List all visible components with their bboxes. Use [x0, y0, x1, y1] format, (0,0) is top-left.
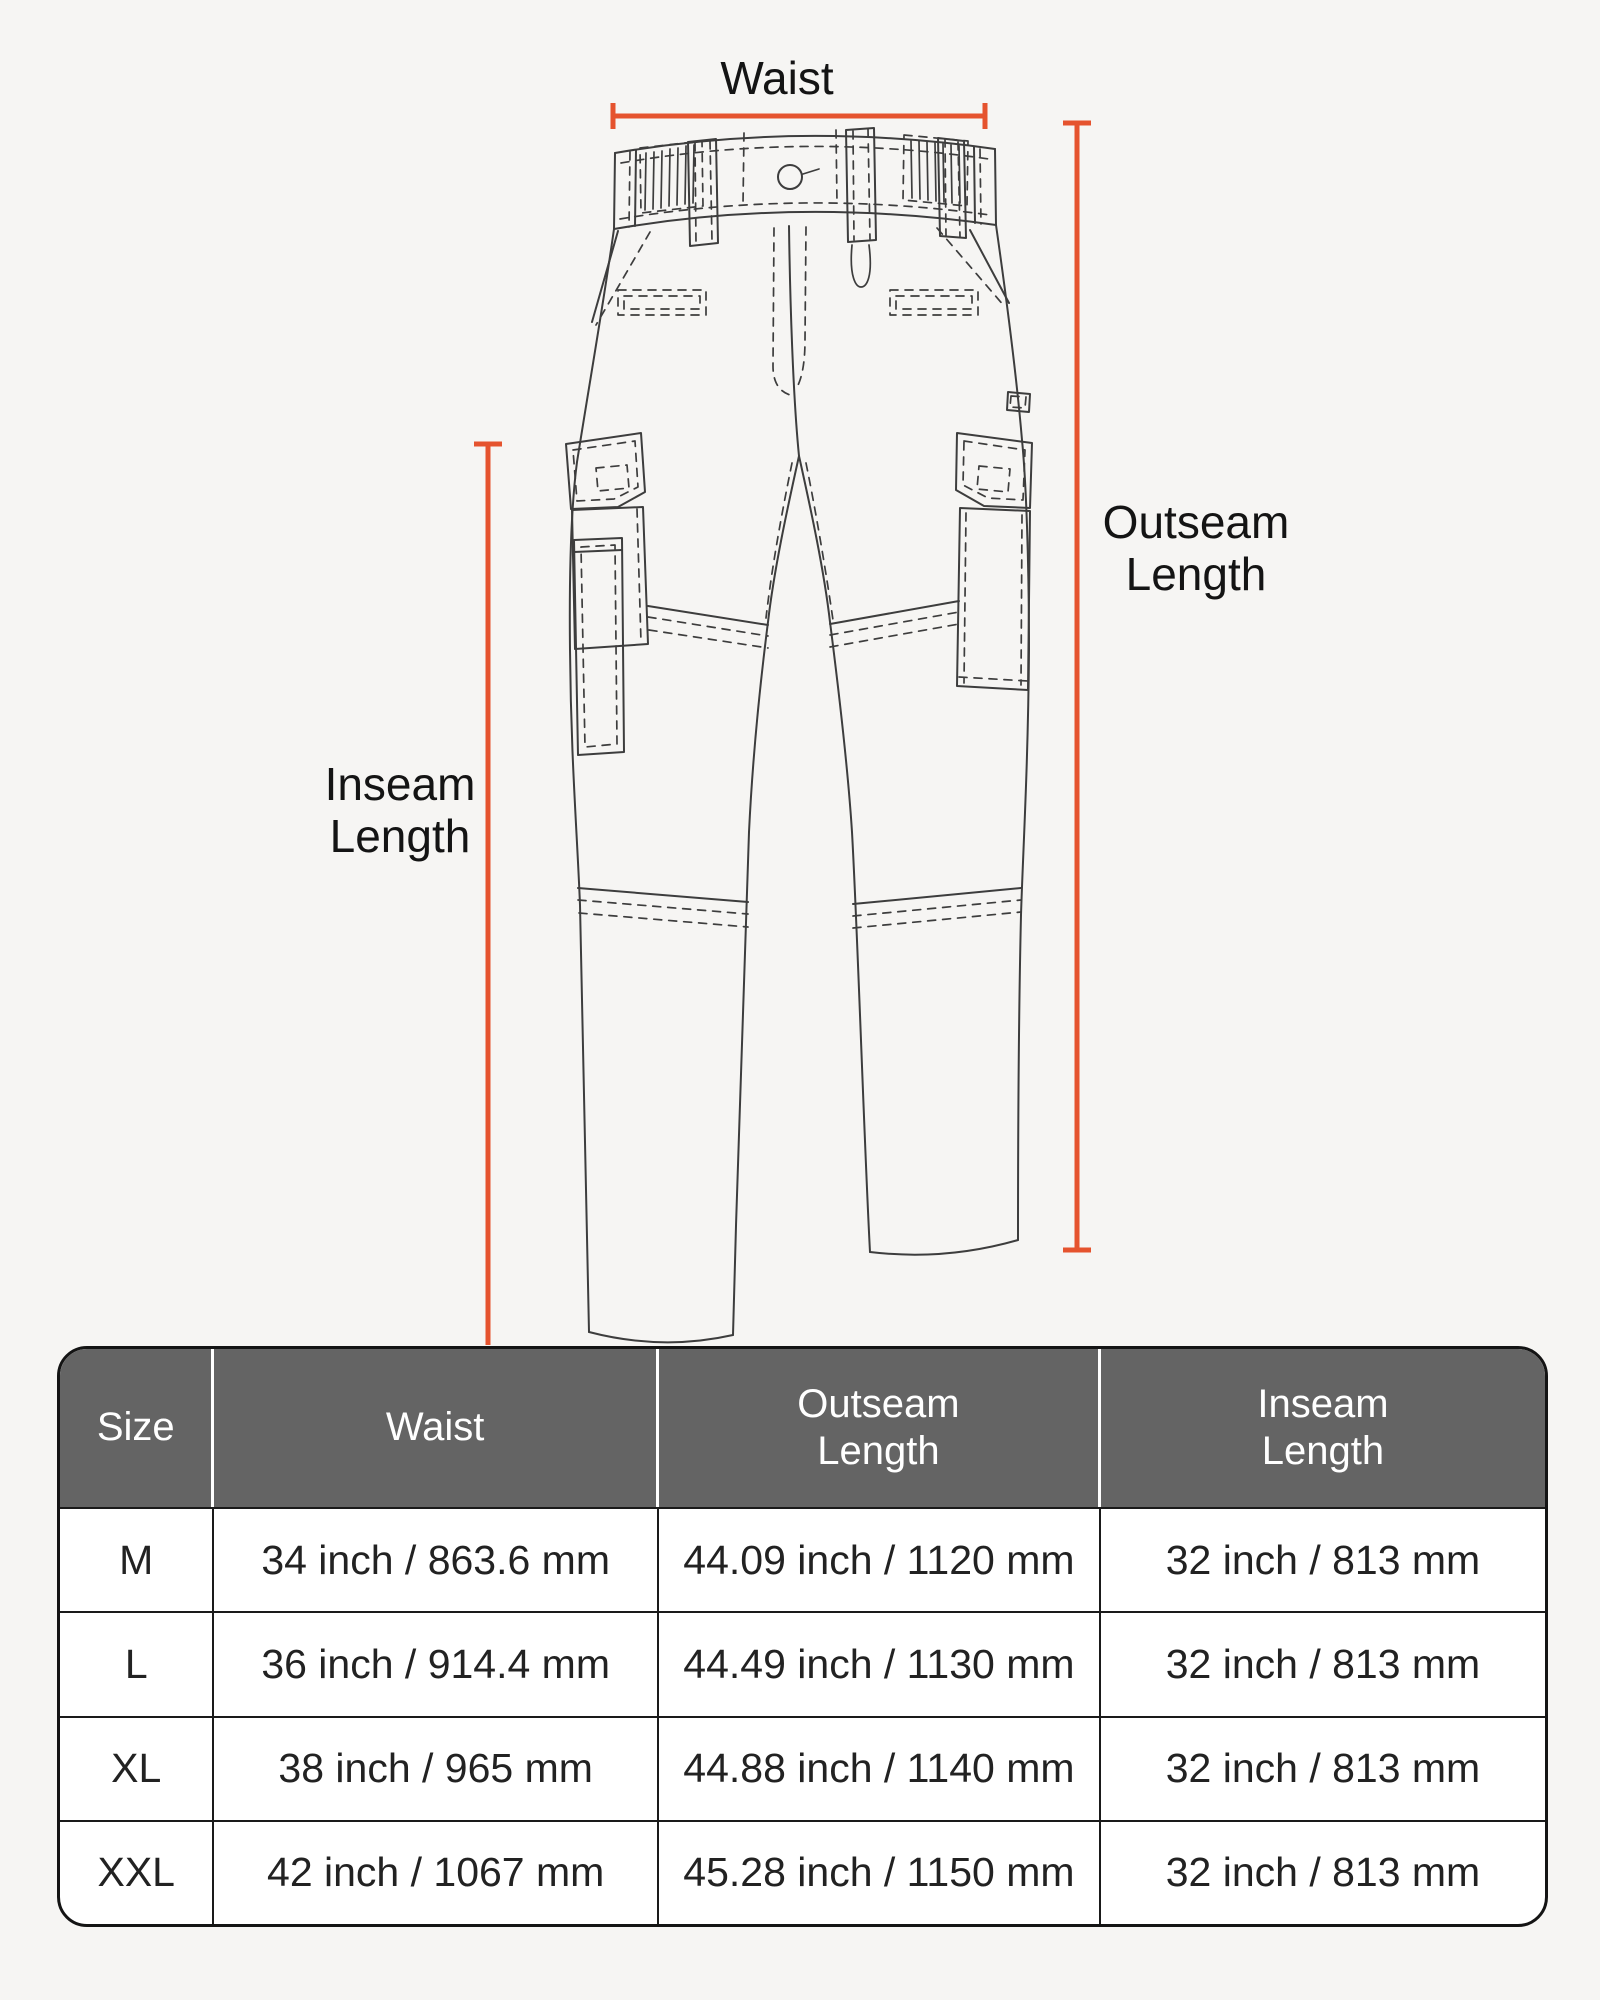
header-outseam-line2: Length — [817, 1429, 940, 1473]
inseam-label-line2: Length — [329, 810, 471, 863]
header-outseam-line1: Outseam — [797, 1381, 960, 1426]
table-row-l — [60, 1611, 1545, 1715]
cell-outseam: 44.88 inch / 1140 mm — [659, 1718, 1101, 1820]
table-row-xl — [60, 1716, 1545, 1820]
outseam-label-line2: Length — [1125, 548, 1267, 601]
cell-inseam: 32 inch / 813 mm — [1165, 1849, 1481, 1896]
outseam-length-label — [1026, 496, 1366, 601]
cell-inseam: 32 inch / 813 mm — [1165, 1745, 1481, 1792]
header-inseam-length — [1101, 1349, 1545, 1507]
header-size-text: Size — [96, 1405, 175, 1450]
waist-label: Waist — [720, 52, 834, 104]
header-waist-text: Waist — [385, 1405, 485, 1450]
size-table-header — [60, 1349, 1545, 1507]
header-inseam-line1: Inseam — [1257, 1381, 1389, 1426]
cell-waist: 38 inch / 965 mm — [214, 1718, 658, 1820]
size-table — [57, 1346, 1548, 1927]
cell-outseam: 45.28 inch / 1150 mm — [659, 1822, 1101, 1924]
header-inseam-line2: Length — [1261, 1429, 1385, 1473]
cell-size: M — [60, 1509, 214, 1611]
cell-outseam: 44.49 inch / 1130 mm — [659, 1613, 1101, 1715]
inseam-label-line1: Inseam — [324, 758, 476, 810]
table-row-xxl — [60, 1820, 1545, 1924]
cell-waist: 42 inch / 1067 mm — [214, 1822, 658, 1924]
cell-size: XXL — [60, 1822, 214, 1924]
table-row-m — [60, 1507, 1545, 1611]
header-waist — [214, 1349, 658, 1507]
cell-outseam: 44.09 inch / 1120 mm — [659, 1509, 1101, 1611]
header-size — [60, 1349, 214, 1507]
outseam-label-line1: Outseam — [1102, 496, 1290, 548]
size-table-body — [60, 1507, 1545, 1924]
cell-inseam: 32 inch / 813 mm — [1165, 1640, 1481, 1687]
measurement-lines — [474, 103, 1091, 1345]
cell-size: L — [60, 1613, 214, 1715]
cell-inseam: 32 inch / 813 mm — [1165, 1536, 1481, 1583]
header-outseam-length — [659, 1349, 1101, 1507]
inseam-length-label — [230, 758, 570, 863]
cell-size: XL — [60, 1718, 214, 1820]
cell-waist: 34 inch / 863.6 mm — [214, 1509, 658, 1611]
cell-waist: 36 inch / 914.4 mm — [214, 1613, 658, 1715]
